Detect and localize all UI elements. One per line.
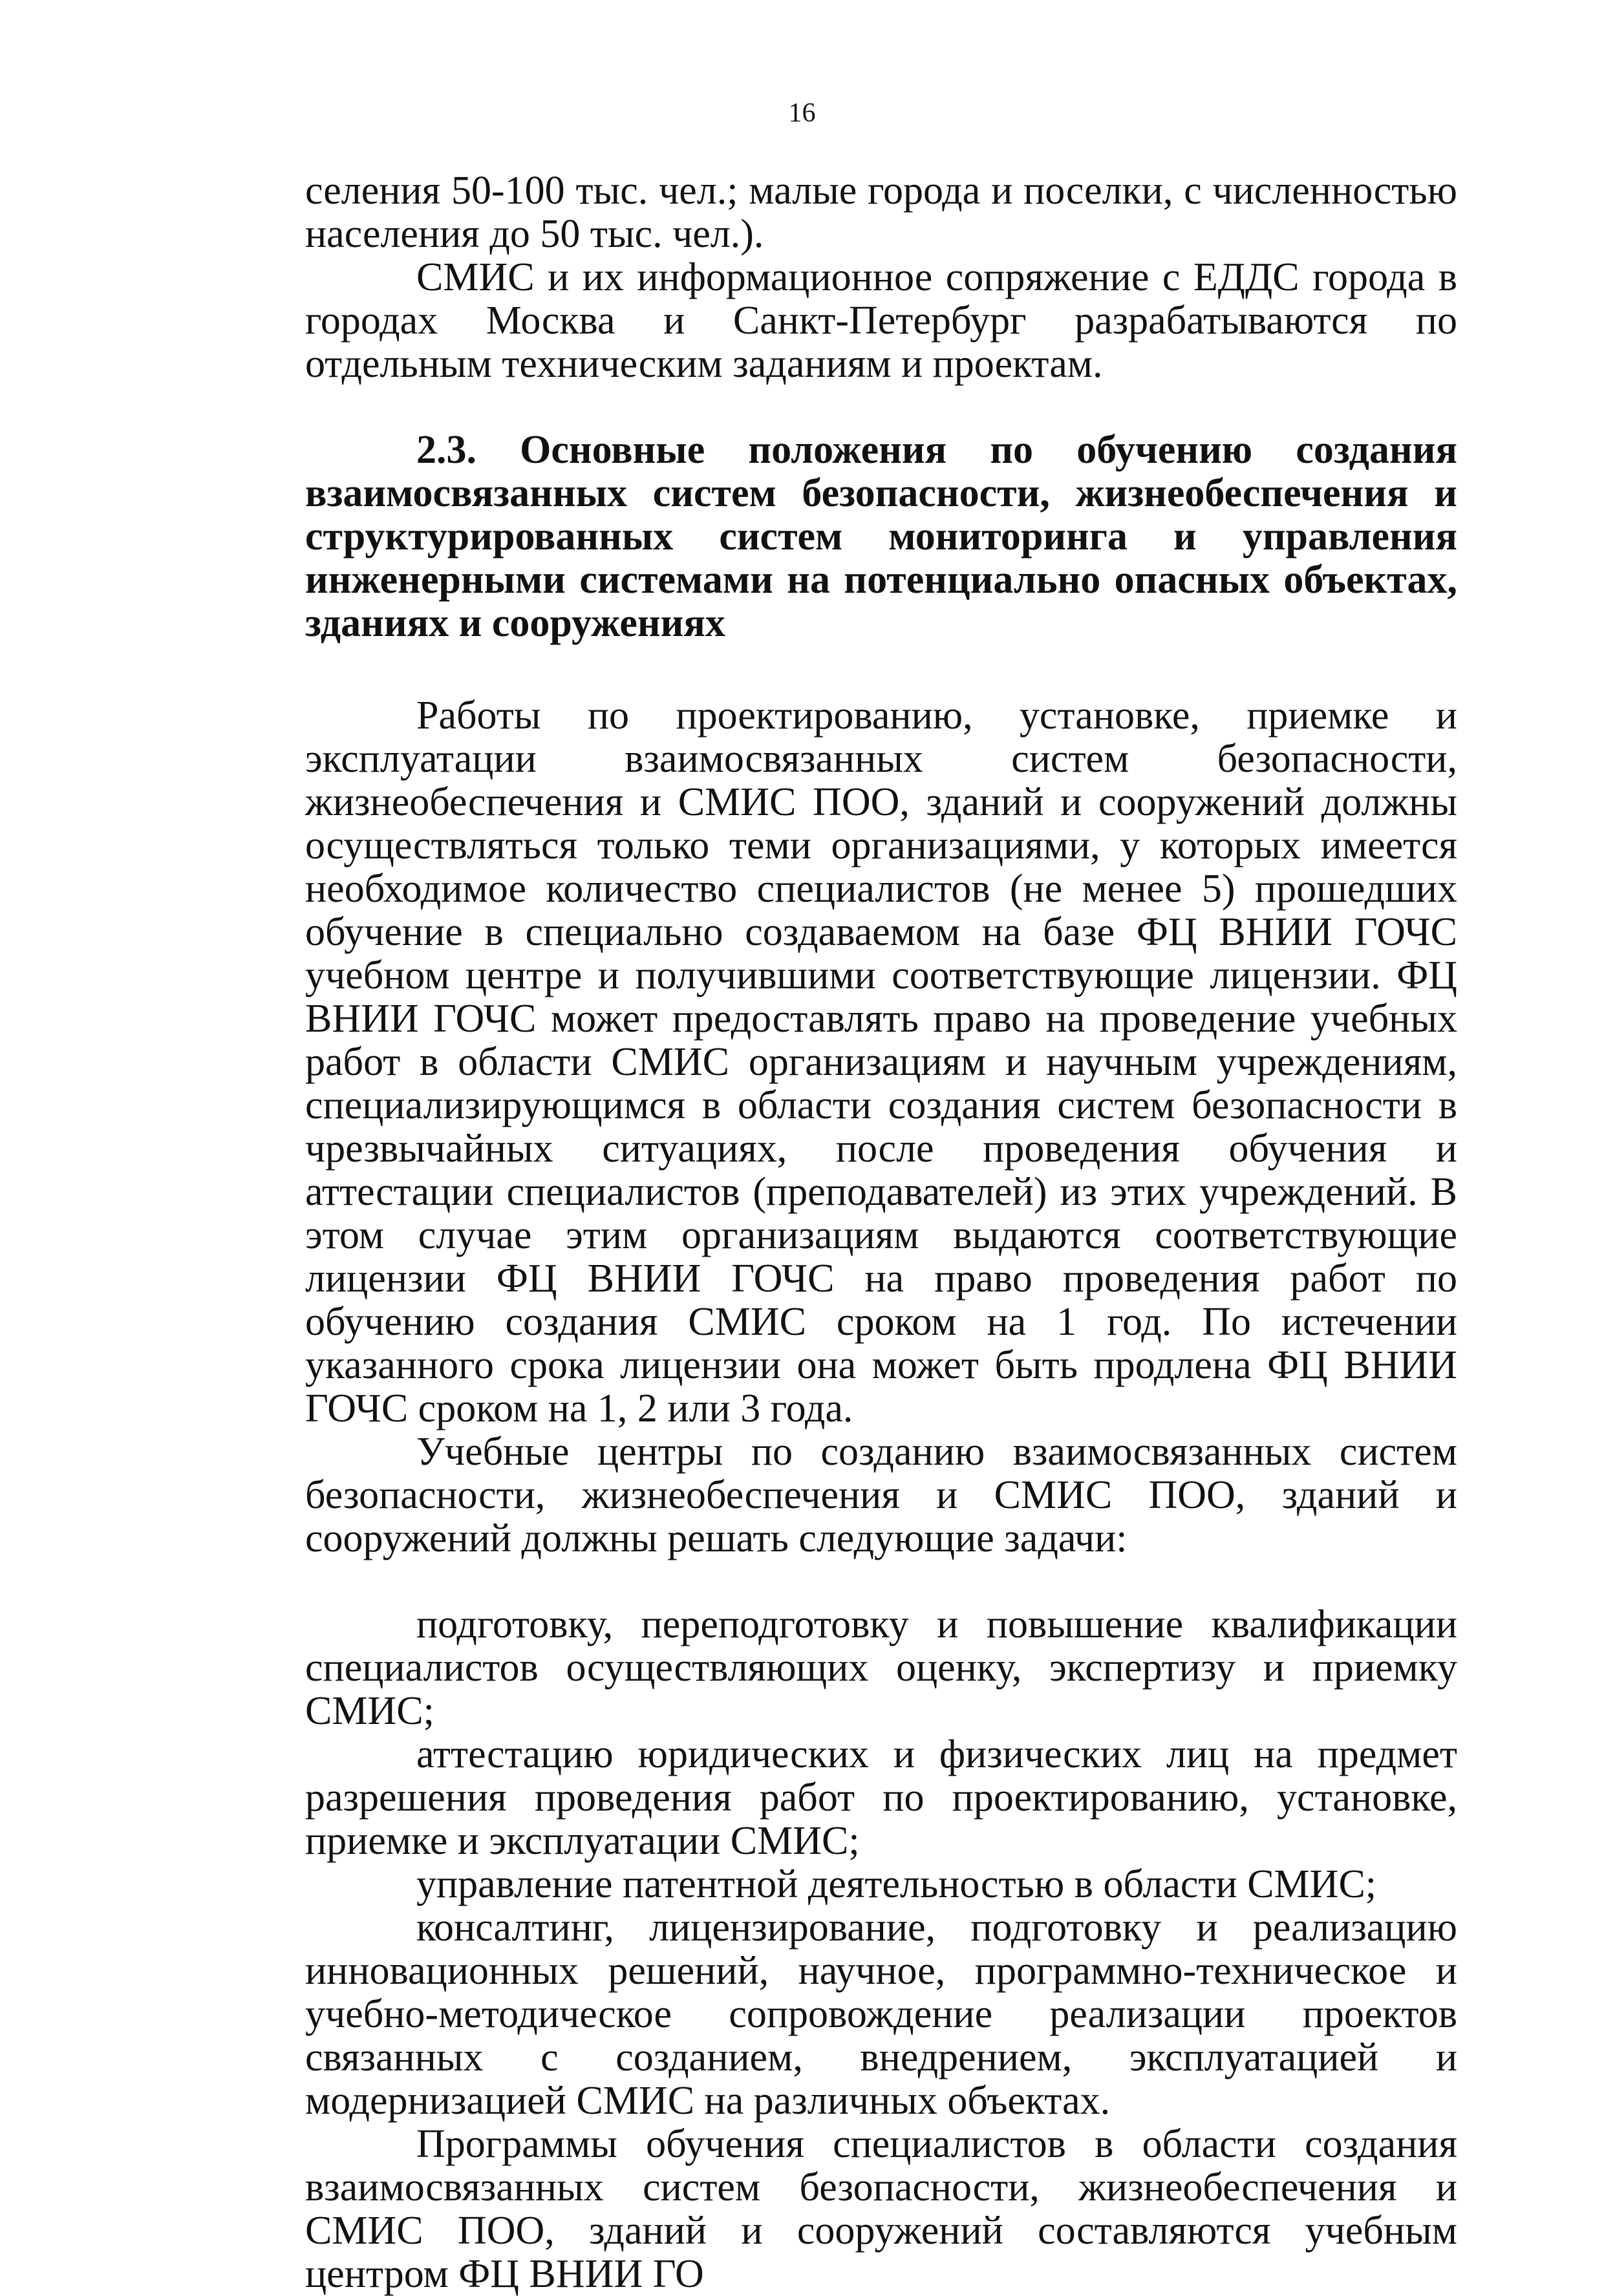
page-number: 16 bbox=[788, 98, 816, 128]
spacer bbox=[305, 1560, 1457, 1603]
spacer bbox=[305, 645, 1457, 694]
paragraph-licensing-requirements: Работы по проектированию, установке, приемке и эксплуатации взаимосвязанных систем безопасности, жизнеобеспечения и СМИС ПОО, зданий и сооружений должны осуществляться только теми организациями, у которых имеется необходимое количество специалистов (не менее 5) прошедших обучение в специально создаваемом на базе ФЦ ВНИИ ГОЧС учебном центре и получившими соответствующие лицензии. ФЦ ВНИИ ГОЧС может предоставлять право на проведение учебных работ в области СМИС организациям и научным учреждениям, специализирующимся в области создания систем безопасности в чрезвычайных ситуациях, после проведения обучения и аттестации специалистов (преподавателей) из этих учреждений. В этом случае этим организациям выдаются соответствующие лицензии ФЦ ВНИИ ГОЧС на право проведения работ по обучению создания СМИС сроком на 1 год. По истечении указанного срока лицензии она может быть продлена ФЦ ВНИИ ГОЧС сроком на 1, 2 или 3 года. bbox=[305, 694, 1457, 1430]
task-item: консалтинг, лицензирование, подготовку и реализацию инновационных решений, научное, программно-техническое и учебно-методическое сопровождение реализации проектов связанных с созданием, внедрением, эксплуатацией и модернизацией СМИС на различных объектах. bbox=[305, 1906, 1457, 2123]
spacer bbox=[305, 386, 1457, 429]
task-item: подготовку, переподготовку и повышение квалификации специалистов осуществляющих оценку, экспертизу и приемку СМИС; bbox=[305, 1602, 1457, 1733]
document-body bbox=[305, 169, 1457, 2296]
paragraph-moscow-spb: СМИС и их информационное сопряжение с ЕДДС города в городах Москва и Санкт-Петербург разрабатываются по отдельным техническим заданиям и проектам. bbox=[305, 255, 1457, 386]
task-item: аттестацию юридических и физических лиц на предмет разрешения проведения работ по проектированию, установке, приемке и эксплуатации СМИС; bbox=[305, 1732, 1457, 1863]
section-heading: 2.3. Основные положения по обучению создания взаимосвязанных систем безопасности, жизнеобеспечения и структурированных систем мониторинга и управления инженерными системами на потенциально опасных объектах, зданиях и сооружениях bbox=[305, 428, 1457, 645]
paragraph-training-programs: Программы обучения специалистов в области создания взаимосвязанных систем безопасности, жизнеобеспечения и СМИС ПОО, зданий и сооружений составляются учебным центром ФЦ ВНИИ ГО bbox=[305, 2122, 1457, 2296]
paragraph-population-continuation: селения 50-100 тыс. чел.; малые города и поселки, с численностью населения до 50 тыс. чел.). bbox=[305, 169, 1457, 256]
paragraph-training-centers: Учебные центры по созданию взаимосвязанных систем безопасности, жизнеобеспечения и СМИС ПОО, зданий и сооружений должны решать следующие задачи: bbox=[305, 1430, 1457, 1560]
task-item: управление патентной деятельностью в области СМИС; bbox=[416, 1862, 1377, 1906]
